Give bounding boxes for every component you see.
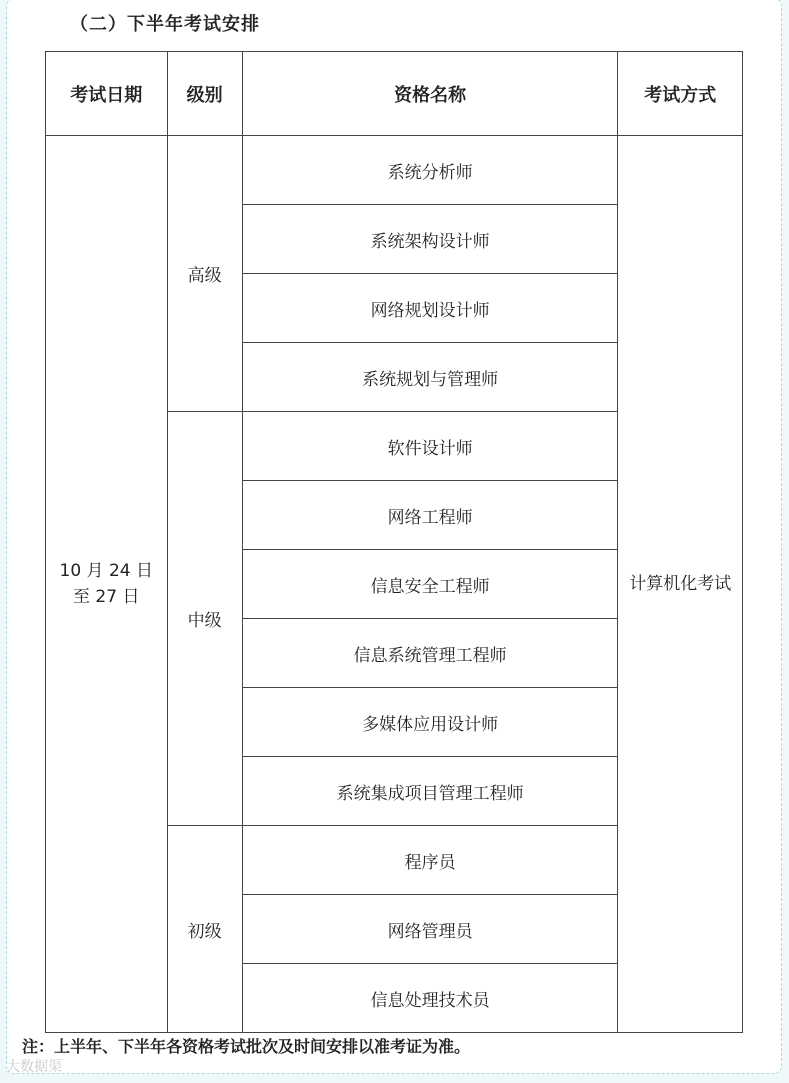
table-row: [46, 136, 743, 205]
watermark-logo: 大数据渠: [6, 1059, 62, 1075]
exam-method-cell: 计算机化考试: [618, 136, 743, 1033]
header-level: 级别: [167, 52, 242, 136]
qualification-cell: 系统分析师: [242, 136, 618, 205]
table-header-row: [46, 52, 743, 136]
section-title: （二）下半年考试安排: [70, 14, 260, 35]
qualification-cell: 信息系统管理工程师: [242, 619, 618, 688]
qualification-cell: 多媒体应用设计师: [242, 688, 618, 757]
header-exam-date: 考试日期: [46, 52, 168, 136]
exam-date-cell: [46, 136, 168, 1033]
qualification-cell: 信息处理技术员: [242, 964, 618, 1033]
footnote: 注：上半年、下半年各资格考试批次及时间安排以准考证为准。: [22, 1037, 471, 1056]
qualification-cell: 系统规划与管理师: [242, 343, 618, 412]
qualification-cell: 软件设计师: [242, 412, 618, 481]
qualification-cell: 网络规划设计师: [242, 274, 618, 343]
level-cell-advanced: 高级: [167, 136, 242, 412]
exam-date-line1: 10 月 24 日: [59, 561, 153, 581]
qualification-cell: 系统集成项目管理工程师: [242, 757, 618, 826]
header-exam-method: 考试方式: [618, 52, 743, 136]
level-cell-intermediate: 中级: [167, 412, 242, 826]
qualification-cell: 系统架构设计师: [242, 205, 618, 274]
exam-schedule-table: [45, 51, 743, 1033]
qualification-cell: 信息安全工程师: [242, 550, 618, 619]
level-cell-junior: 初级: [167, 826, 242, 1033]
qualification-cell: 网络管理员: [242, 895, 618, 964]
header-qualification-name: 资格名称: [242, 52, 618, 136]
qualification-cell: 程序员: [242, 826, 618, 895]
exam-date-line2: 至 27 日: [73, 587, 140, 607]
qualification-cell: 网络工程师: [242, 481, 618, 550]
